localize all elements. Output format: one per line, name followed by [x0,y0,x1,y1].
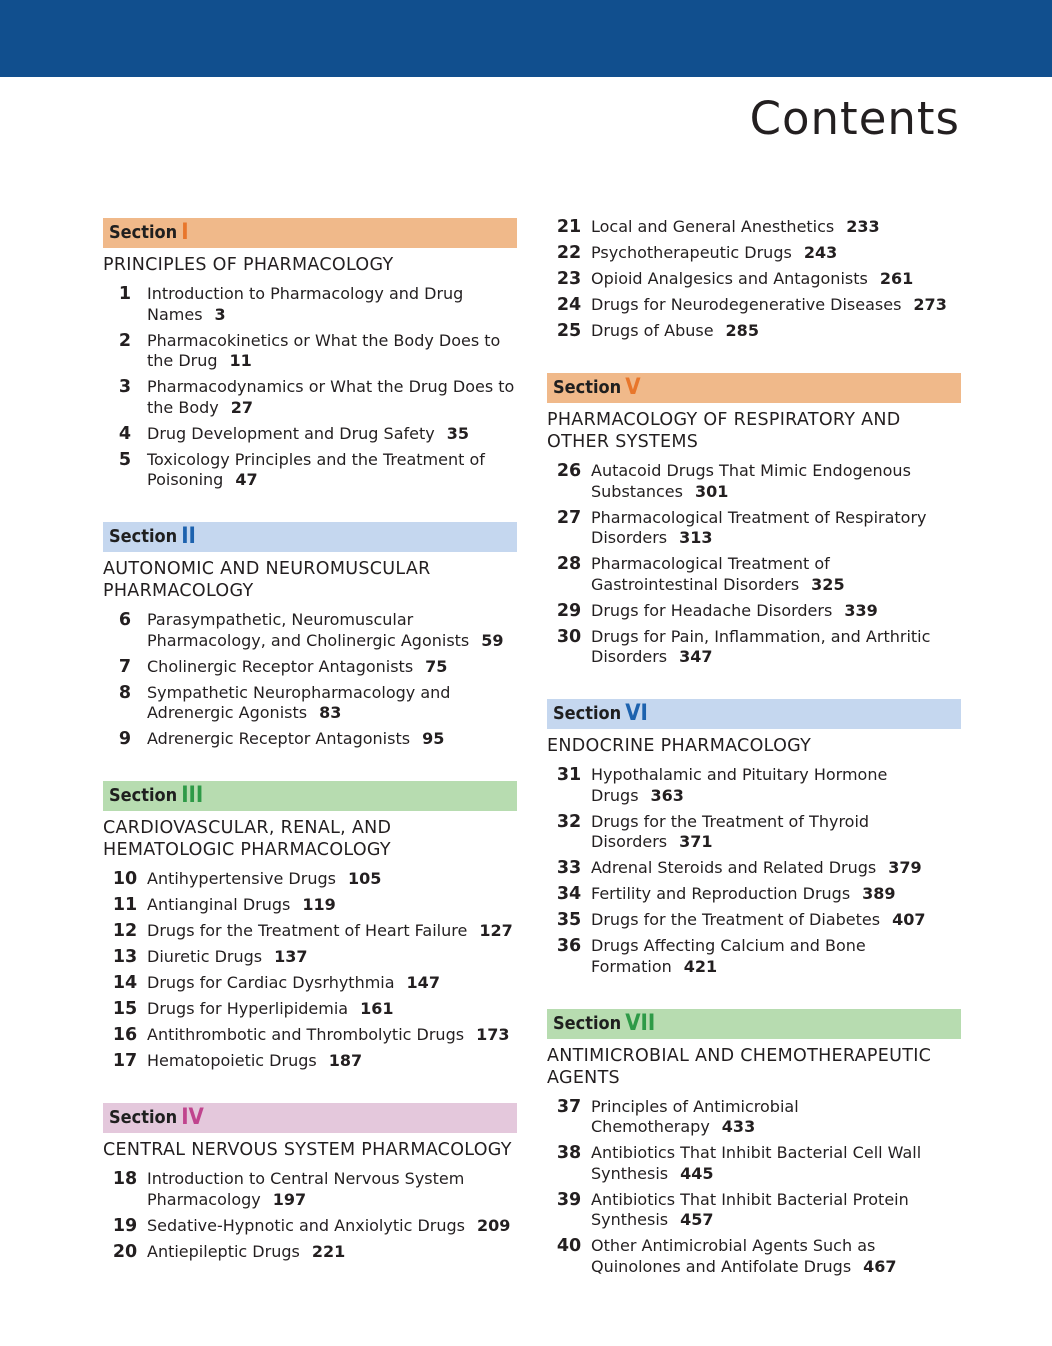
chapter-title-text: Drug Development and Drug Safety [147,423,435,443]
chapter-page: 457 [680,1210,714,1229]
chapter-page: 407 [892,910,926,929]
chapter-page: 11 [229,351,252,370]
section-label: Section [553,703,622,724]
chapter-title [591,461,961,502]
section-numeral: VII [625,1010,656,1036]
chapter-title [147,999,517,1020]
chapter-list [103,610,517,750]
chapter-title [591,910,961,931]
chapter-entry[interactable] [103,729,517,750]
chapter-entry[interactable] [103,1216,517,1237]
chapter-page: 379 [888,858,922,877]
chapter-page: 445 [680,1163,714,1183]
chapter-list [547,765,961,977]
chapter-number: 24 [556,295,582,315]
chapter-number: 35 [556,910,582,930]
chapter-title [147,331,517,372]
chapter-number: 8 [118,682,132,703]
chapter-title-text: Drugs for the Treatment of Heart Failure [147,921,468,940]
chapter-title-text: Antiepileptic Drugs [147,1241,300,1261]
section-numeral: V [625,375,641,400]
chapter-title-text: Antihypertensive Drugs [147,869,336,888]
chapter-title-text: Sympathetic Neuropharmacology and Adrenergic Agonists [147,682,451,722]
chapter-title [147,895,517,916]
chapter-number: 26 [556,461,582,481]
chapter-title [591,1097,961,1138]
chapter-entry[interactable] [547,601,961,622]
chapter-list [547,461,961,668]
chapter-page: 137 [274,947,308,966]
chapter-page: 347 [679,647,713,666]
chapter-title-text: Antibiotics That Inhibit Bacterial Protein Synthesis [591,1189,909,1229]
chapter-title-text: Drugs Affecting Calcium and Bone Formation [591,936,866,976]
chapter-page: 105 [347,869,382,888]
chapter-title-text: Drugs for Pain, Inflammation, and Arthritic Disorders [591,626,931,666]
chapter-page: 421 [683,956,718,976]
section-heading: ENDOCRINE PHARMACOLOGY [547,736,812,756]
chapter-entry[interactable] [103,331,517,372]
chapter-entry[interactable] [547,554,961,595]
chapter-entry[interactable] [103,869,517,890]
chapter-entry[interactable] [547,1190,961,1231]
chapter-title-text: Diuretic Drugs [147,947,263,966]
section-heading: ANTIMICROBIAL AND CHEMOTHERAPEUTIC AGENTS [547,1045,932,1088]
chapter-page: 209 [476,1215,511,1235]
chapter-entry[interactable] [547,461,961,502]
chapter-title-text: Drugs for Cardiac Dysrhythmia [147,973,395,992]
chapter-title [591,1190,961,1231]
section-band-4 [103,1103,517,1133]
chapter-title-text: Pharmacokinetics or What the Body Does to the Drug [147,330,501,370]
section-numeral: IV [181,1105,204,1130]
chapter-entry[interactable] [103,284,517,325]
chapter-entry[interactable] [547,508,961,549]
chapter-number: 6 [118,610,132,630]
chapter-number: 2 [118,330,132,351]
chapter-number: 34 [556,884,582,904]
chapter-entry[interactable] [103,947,517,968]
chapter-title [147,610,517,651]
chapter-entry[interactable] [103,973,517,994]
chapter-entry[interactable] [547,765,961,806]
chapter-title [147,657,517,678]
chapter-entry[interactable] [103,610,517,651]
chapter-entry[interactable] [103,1025,517,1046]
section-label: Section [553,377,622,398]
section-label: Section [109,1107,178,1128]
chapter-title [591,884,961,905]
chapter-entry[interactable] [547,627,961,668]
chapter-page: 127 [479,921,513,940]
chapter-title [147,1216,517,1237]
chapter-title [147,1025,517,1046]
section-numeral: II [181,524,196,549]
chapter-entry[interactable] [547,217,961,238]
chapter-page: 59 [481,630,504,650]
chapter-title-text: Drugs for Headache Disorders [591,600,833,620]
chapter-title-text: Sedative-Hypnotic and Anxiolytic Drugs [147,1215,465,1235]
chapter-title [147,424,517,445]
section-label: Section [109,785,178,806]
chapter-title [591,627,961,668]
chapter-page: 371 [679,832,713,851]
chapter-number: 21 [556,217,582,237]
chapter-page: 173 [476,1025,510,1044]
chapter-page: 261 [879,269,914,288]
chapter-title [591,295,961,316]
chapter-title [147,1169,517,1210]
chapter-list [103,284,517,491]
chapter-page: 147 [406,973,440,992]
chapter-page: 187 [328,1051,363,1070]
chapter-number: 32 [556,811,582,832]
chapter-page: 47 [235,470,258,489]
chapter-title-text: Parasympathetic, Neuromuscular Pharmacology, and Cholinergic Agonists [147,610,470,650]
chapter-entry[interactable] [547,295,961,316]
chapter-number: 33 [556,858,582,878]
chapter-number: 7 [118,656,132,677]
chapter-entry[interactable] [547,910,961,931]
chapter-number: 30 [556,626,582,647]
chapter-number: 14 [112,973,138,993]
chapter-title-text: Principles of Antimicrobial Chemotherapy [591,1096,799,1136]
chapter-title [147,729,517,750]
chapter-title [147,921,517,942]
chapter-number: 28 [556,554,582,574]
section-label: Section [109,526,178,547]
chapter-page: 243 [803,243,838,262]
chapter-title-text: Adrenergic Receptor Antagonists [147,729,411,748]
chapter-number: 23 [556,269,582,289]
chapter-page: 363 [650,785,684,805]
section-band-1 [103,218,517,248]
chapter-title-text: Local and General Anesthetics [591,217,835,236]
chapter-number: 36 [556,936,582,956]
chapter-title [591,1236,961,1277]
chapter-number: 12 [112,921,138,941]
chapter-title [147,869,517,890]
chapter-number: 1 [118,284,132,304]
chapter-title-text: Introduction to Pharmacology and Drug Names [147,284,464,324]
chapter-number: 18 [112,1169,138,1189]
chapter-number: 11 [112,895,138,915]
section-band-5 [547,373,961,403]
chapter-title [591,1143,961,1184]
chapter-title [147,683,517,724]
chapter-title-text: Drugs for Hyperlipidemia [147,999,349,1018]
chapter-title-text: Toxicology Principles and the Treatment of Poisoning [147,449,485,489]
chapter-entry[interactable] [103,1051,517,1072]
right-column [547,217,961,1283]
chapter-entry[interactable] [103,921,517,942]
chapter-number: 19 [112,1215,138,1236]
chapter-title-text: Drugs for the Treatment of Thyroid Disorders [591,811,870,851]
chapter-title-text: Antithrombotic and Thrombolytic Drugs [147,1025,465,1044]
chapter-page: 433 [721,1117,756,1136]
chapter-number: 27 [556,507,582,528]
chapter-number: 10 [112,869,138,889]
chapter-title-text: Cholinergic Receptor Antagonists [147,656,414,676]
chapter-page: 75 [425,656,448,676]
chapter-page: 273 [913,295,947,314]
section-numeral: VI [625,701,648,726]
page-title: Contents [749,92,960,145]
chapter-title-text: Psychotherapeutic Drugs [591,243,792,262]
chapter-page: 119 [302,895,336,914]
chapter-number: 5 [118,449,132,470]
chapter-title-text: Drugs for the Treatment of Diabetes [591,910,881,929]
chapter-entry[interactable] [547,1097,961,1138]
chapter-page: 313 [679,528,713,547]
chapter-entry[interactable] [103,657,517,678]
chapter-list [103,869,517,1072]
chapter-title-text: Introduction to Central Nervous System Pharmacology [147,1169,465,1209]
chapter-number: 29 [556,600,582,621]
chapter-title-text: Other Antimicrobial Agents Such as Quinolones and Antifolate Drugs [591,1236,876,1276]
chapter-title-text: Drugs for Neurodegenerative Diseases [591,295,902,314]
chapter-list [103,1169,517,1262]
chapter-entry[interactable] [103,1169,517,1210]
chapter-title-text: Hypothalamic and Pituitary Hormone Drugs [591,765,888,805]
section-band-3 [103,781,517,811]
chapter-page: 27 [230,397,253,417]
chapter-title-text: Autacoid Drugs That Mimic Endogenous Substances [591,461,911,501]
chapter-entry[interactable] [547,884,961,905]
chapter-title-text: Opioid Analgesics and Antagonists [591,269,868,288]
chapter-entry[interactable] [547,812,961,853]
chapter-title-text: Antibiotics That Inhibit Bacterial Cell Wall Synthesis [591,1143,922,1183]
chapter-page: 339 [844,600,878,620]
chapter-page: 221 [311,1241,346,1261]
chapter-page: 95 [422,729,445,748]
chapter-page: 197 [272,1189,307,1209]
section-numeral: III [181,783,204,808]
chapter-entry[interactable] [547,269,961,290]
section-numeral: I [181,220,189,245]
chapter-title [591,554,961,595]
chapter-entry[interactable] [547,1143,961,1184]
chapter-number: 17 [112,1051,138,1071]
left-column [103,218,517,1268]
chapter-title [147,947,517,968]
chapter-title [591,217,961,238]
chapter-title-text: Hematopoietic Drugs [147,1051,317,1070]
chapter-title-text: Drugs of Abuse [591,321,714,340]
chapter-number: 4 [118,423,132,444]
chapter-page: 3 [214,304,226,324]
section-label: Section [553,1012,622,1034]
chapter-page: 389 [862,884,896,903]
chapter-title [591,858,961,879]
chapter-entry[interactable] [547,243,961,264]
chapter-page: 35 [446,423,469,443]
section-band-6 [547,699,961,729]
chapter-title-text: Antianginal Drugs [147,895,291,914]
chapter-number: 31 [556,765,582,785]
chapter-page: 325 [811,574,845,594]
chapter-entry[interactable] [103,683,517,724]
section-heading: PHARMACOLOGY OF RESPIRATORY AND OTHER SYSTEMS [547,410,901,452]
chapter-number: 20 [112,1241,138,1262]
chapter-title [591,812,961,853]
chapter-title [147,377,517,418]
chapter-entry[interactable] [103,895,517,916]
chapter-number: 25 [556,321,582,341]
chapter-title [147,973,517,994]
chapter-entry[interactable] [547,321,961,342]
section-band-7 [547,1009,961,1039]
chapter-title [147,1051,517,1072]
chapter-entry[interactable] [103,377,517,418]
chapter-title-text: Pharmacological Treatment of Respiratory Disorders [591,507,927,547]
chapter-page: 467 [863,1256,897,1276]
chapter-title [147,1242,517,1263]
chapter-number: 37 [556,1096,582,1117]
chapter-page: 233 [846,217,880,236]
section-label: Section [109,222,178,243]
chapter-number: 38 [556,1143,582,1163]
chapter-number: 15 [112,999,138,1019]
chapter-list-continued [547,217,961,342]
chapter-title-text: Fertility and Reproduction Drugs [591,884,851,903]
chapter-page: 285 [725,321,759,340]
chapter-number: 40 [556,1236,582,1256]
section-heading: CARDIOVASCULAR, RENAL, AND HEMATOLOGIC PHARMACOLOGY [103,818,392,860]
chapter-title [591,508,961,549]
chapter-title [591,765,961,806]
chapter-title-text: Adrenal Steroids and Related Drugs [591,858,877,877]
section-heading: PRINCIPLES OF PHARMACOLOGY [103,255,394,275]
chapter-entry[interactable] [547,936,961,977]
chapter-number: 22 [556,243,582,263]
section-heading: CENTRAL NERVOUS SYSTEM PHARMACOLOGY [103,1140,512,1160]
section-band-2 [103,522,517,552]
section-heading: AUTONOMIC AND NEUROMUSCULAR PHARMACOLOGY [103,559,431,601]
chapter-title [591,601,961,622]
chapter-entry[interactable] [103,1242,517,1263]
chapter-title [147,284,517,325]
chapter-page: 83 [319,703,342,722]
chapter-title-text: Pharmacodynamics or What the Drug Does to the Body [147,377,515,417]
chapter-entry[interactable] [103,424,517,445]
chapter-title [591,321,961,342]
chapter-page: 161 [360,999,394,1018]
chapter-number: 16 [112,1025,138,1045]
chapter-title [591,936,961,977]
chapter-title [591,243,961,264]
chapter-number: 3 [118,377,132,397]
chapter-number: 13 [112,947,138,967]
chapter-number: 9 [118,729,132,749]
chapter-entry[interactable] [547,1236,961,1277]
chapter-list [547,1097,961,1278]
chapter-title-text: Pharmacological Treatment of Gastrointestinal Disorders [591,554,830,594]
chapter-number: 39 [556,1189,582,1210]
chapter-title [147,450,517,491]
chapter-entry[interactable] [547,858,961,879]
chapter-title [591,269,961,290]
chapter-page: 301 [694,481,729,501]
chapter-entry[interactable] [103,999,517,1020]
chapter-entry[interactable] [103,450,517,491]
top-color-band [0,0,1052,77]
